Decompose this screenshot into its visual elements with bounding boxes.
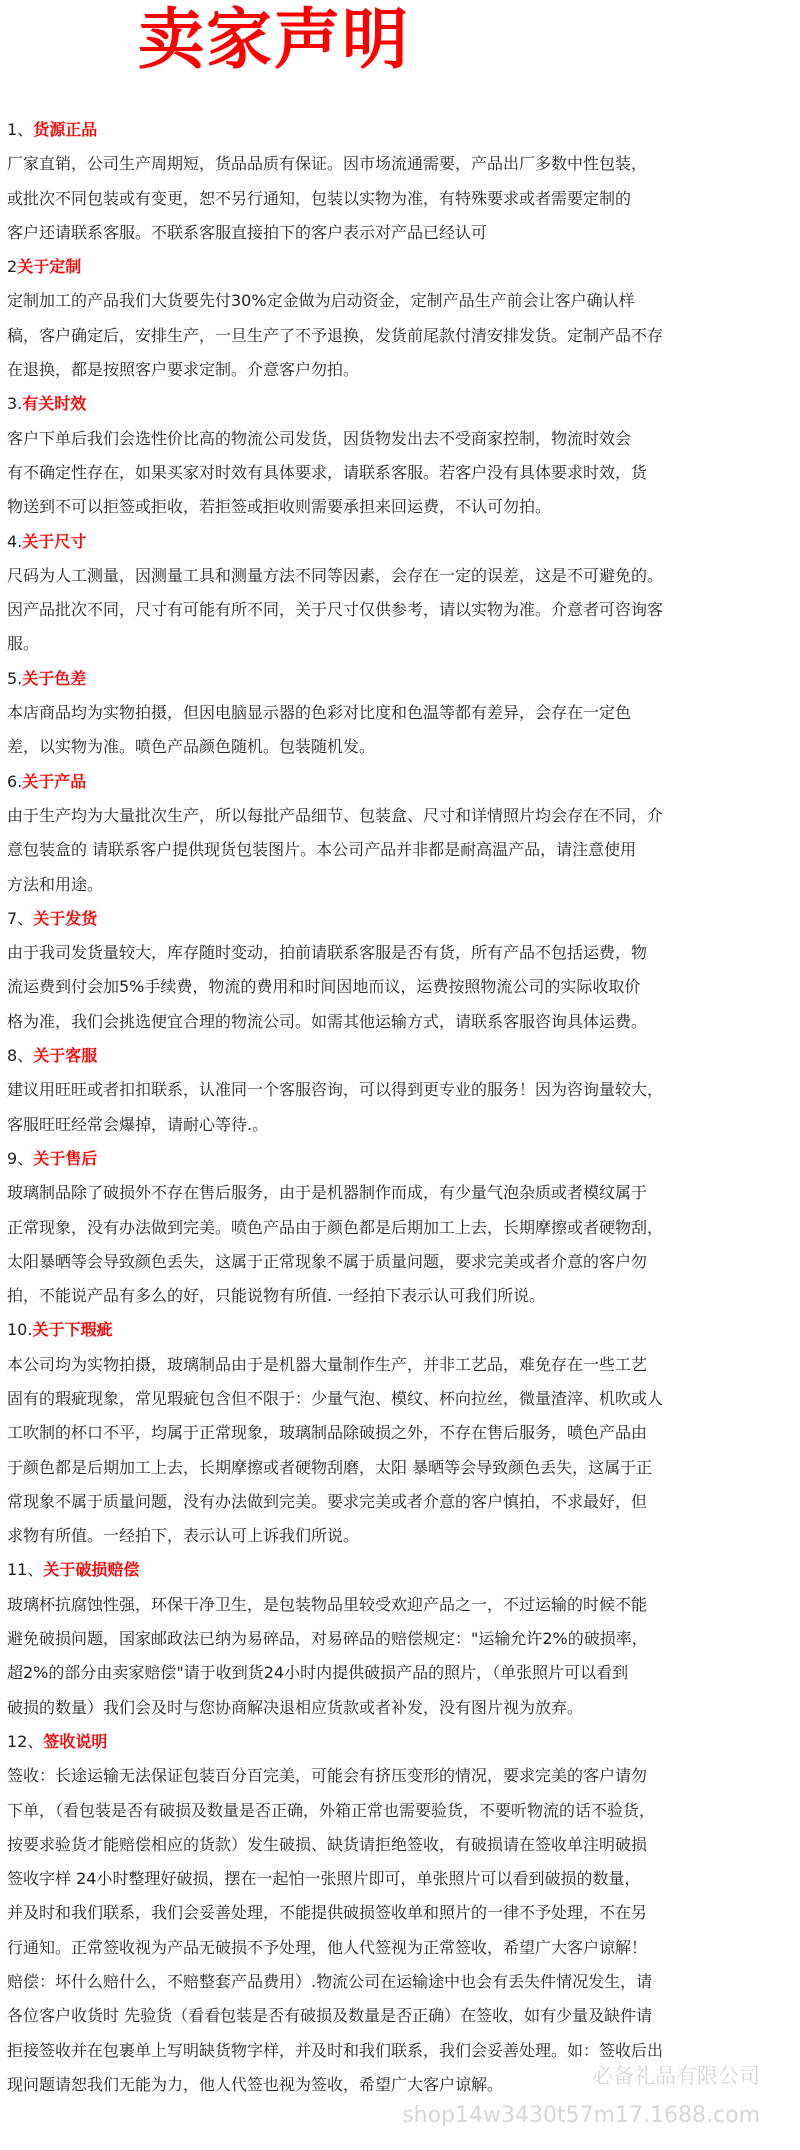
section-text-line: 方法和用途。: [7, 874, 104, 894]
section-text-line: 流运费到付会加5%手续费，物流的费用和时间因地而议，运费按照物流公司的实际收取价: [7, 977, 641, 997]
section-title: 关于产品: [22, 771, 87, 791]
section-number: 10.: [7, 1320, 33, 1340]
section-title: 货源正品: [33, 120, 98, 139]
section-title: 关于色差: [22, 668, 87, 688]
section-title: 关于发货: [33, 908, 98, 928]
section: [7, 902, 793, 1039]
section-text-line: 各位客户收货时 先验货（看看包装是否有破损及数量是否正确）在签收，如有少量及缺件请: [7, 2006, 653, 2026]
section-text-line: 由于我司发货量较大，库存随时变动，拍前请联系客服是否有货，所有产品不包括运费，物: [7, 943, 648, 963]
statement-content: [7, 113, 793, 2102]
section-text-line: 工吹制的杯口不平，均属于正常现象，玻璃制品除破损之外，不存在售后服务，喷色产品由: [7, 1423, 648, 1443]
section-text-line: 玻璃制品除了破损外不存在售后服务，由于是机器制作而成，有少量气泡杂质或者模纹属于: [7, 1183, 648, 1203]
section-text-line: 求物有所值。一经拍下，表示认可上诉我们所说。: [7, 1526, 360, 1546]
section-number: 7、: [7, 908, 34, 928]
section-number: 4.: [7, 531, 23, 551]
section-text-line: 尺码为人工测量，因测量工具和测量方法不同等因素，会存在一定的误差，这是不可避免的。: [7, 565, 664, 585]
section-heading: [7, 1725, 793, 1759]
section-heading: [7, 387, 793, 421]
section-text-line: 下单，（看包装是否有破损及数量是否正确，外箱正常也需要验货，不要听物流的话不验货，: [7, 1800, 656, 1820]
section-number: 1、: [7, 120, 34, 139]
section-heading: [7, 662, 793, 696]
section: [7, 250, 793, 387]
section-text-line: 本公司均为实物拍摄，玻璃制品由于是机器大量制作生产，并非工艺品，难免存在一些工艺: [7, 1354, 648, 1374]
section-number: 6.: [7, 771, 23, 791]
section-number: 8、: [7, 1046, 34, 1066]
section-text-line: 行通知。正常签收视为产品无破损不予处理，他人代签视为正常签收，希望广大客户谅解！: [7, 1937, 648, 1957]
section-text-line: 由于生产均为大量批次生产，所以每批产品细节、包装盒、尺寸和详情照片均会存在不同，介: [7, 805, 664, 825]
section-heading: [7, 1553, 793, 1587]
section-number: 2: [7, 257, 18, 277]
page-title: 卖家声明: [138, 1, 410, 78]
section-number: 9、: [7, 1148, 34, 1168]
section-text-line: 稿，客户确定后，安排生产，一旦生产了不予退换，发货前尾款付清安排发货。定制产品不存: [7, 325, 664, 345]
section-heading: [7, 250, 793, 284]
section: [7, 113, 793, 250]
section-text-line: 现问题请恕我们无能为力，他人代签也视为签收，希望广大客户谅解。: [7, 2074, 504, 2094]
section-title: 关于下瑕疵: [32, 1320, 113, 1340]
section-heading: [7, 1313, 793, 1347]
section-text-line: 客户下单后我们会选性价比高的物流公司发货，因货物发出去不受商家控制，物流时效会: [7, 428, 632, 448]
section-text-line: 格为准，我们会挑选便宜合理的物流公司。如需其他运输方式，请联系客服咨询具体运费。: [7, 1011, 648, 1031]
section-title: 关于定制: [17, 257, 82, 277]
section-text-line: 拍，不能说产品有多么的好，只能说物有所值. 一经拍下表示认可我们所说。: [7, 1286, 546, 1306]
section-text-line: 在退换，都是按照客户要求定制。介意客户勿拍。: [7, 360, 360, 380]
section: [7, 1313, 793, 1553]
section: [7, 1142, 793, 1313]
section: [7, 662, 793, 765]
section: [7, 1039, 793, 1142]
section-text-line: 客户还请联系客服。不联系客服直接拍下的客户表示对产品已经认可: [7, 222, 488, 242]
section-text-line: 破损的数量）我们会及时与您协商解决退相应货款或者补发，没有图片视为放弃。: [7, 1697, 584, 1717]
section-text-line: 固有的瑕疵现象，常见瑕疵包含但不限于：少量气泡、模纹、杯向拉丝，微量渣滓、机吹或人: [7, 1388, 664, 1408]
section: [7, 1553, 793, 1724]
section-text-line: 因产品批次不同，尺寸有可能有所不同，关于尺寸仅供参考，请以实物为准。介意者可咨询客: [7, 600, 664, 620]
section-heading: [7, 525, 793, 559]
section-text-line: 赔偿：坏什么赔什么，不赔整套产品费用）.物流公司在运输途中也会有丢失件情况发生，请: [7, 1972, 653, 1992]
section-text-line: 玻璃杯抗腐蚀性强，环保干净卫生，是包装物品里较受欢迎产品之一，不过运输的时候不能: [7, 1594, 648, 1614]
section: [7, 387, 793, 524]
section-heading: [7, 113, 793, 147]
section-text-line: 物送到不可以拒签或拒收，若拒签或拒收则需要承担来回运费，不认可勿拍。: [7, 497, 552, 517]
section-text-line: 建议用旺旺或者扣扣联系，认准同一个客服咨询，可以得到更专业的服务！因为咨询量较大，: [7, 1080, 664, 1100]
watermark-company: 必备礼品有限公司: [592, 2064, 760, 2088]
section-number: 5.: [7, 668, 23, 688]
section-text-line: 签收：长途运输无法保证包装百分百完美，可能会有挤压变形的情况，要求完美的客户请勿: [7, 1766, 648, 1786]
section-title: 有关时效: [22, 394, 87, 414]
section-text-line: 意包装盒的 请联系客户提供现货包装图片。本公司产品并非都是耐高温产品，请注意使用: [7, 840, 637, 860]
section-title: 签收说明: [43, 1731, 108, 1751]
section-number: 3.: [7, 394, 23, 414]
section-title: 关于售后: [33, 1148, 98, 1168]
section-text-line: 差，以实物为准。喷色产品颜色随机。包装随机发。: [7, 737, 376, 757]
section-text-line: 避免破损问题，国家邮政法已纳为易碎品，对易碎品的赔偿规定："运输允许2%的破损率，: [7, 1629, 648, 1649]
section-text-line: 于颜色都是后期加工上去，长期摩擦或者硬物刮磨，太阳 暴晒等会导致颜色丢失，这属于正: [7, 1457, 653, 1477]
section-text-line: 本店商品均为实物拍摄，但因电脑显示器的色彩对比度和色温等都有差异，会存在一定色: [7, 703, 632, 723]
section-heading: [7, 1039, 793, 1073]
section-text-line: 并及时和我们联系，我们会妥善处理，不能提供破损签收单和照片的一律不予处理，不在另: [7, 1903, 648, 1923]
section-title: 关于尺寸: [22, 531, 87, 551]
section-text-line: 或批次不同包装或有变更，恕不另行通知，包装以实物为准，有特殊要求或者需要定制的: [7, 188, 632, 208]
section-text-line: 签收字样 24小时整理好破损，摆在一起怕一张照片即可，单张照片可以看到破损的数量，: [7, 1869, 641, 1889]
section: [7, 525, 793, 662]
section: [7, 1725, 793, 2102]
section-text-line: 超2%的部分由卖家赔偿"请于收到货24小时内提供破损产品的照片，（单张照片可以看到: [7, 1663, 629, 1683]
section-text-line: 定制加工的产品我们大货要先付30%定金做为启动资金，定制产品生产前会让客户确认样: [7, 291, 635, 311]
section-text-line: 客服旺旺经常会爆掉，请耐心等待.。: [7, 1114, 269, 1134]
section-text-line: 有不确定性存在，如果买家对时效有具体要求，请联系客服。若客户没有具体要求时效，货: [7, 462, 648, 482]
section-heading: [7, 902, 793, 936]
section-text-line: 拒接签收并在包裹单上写明缺货物字样，并及时和我们联系，我们会妥善处理。如：签收后出: [7, 2040, 664, 2060]
section-text-line: 服。: [7, 634, 40, 654]
section-title: 关于破损赔偿: [43, 1560, 140, 1580]
section-text-line: 常现象不属于质量问题，没有办法做到完美。要求完美或者介意的客户慎拍，不求最好，但: [7, 1491, 648, 1511]
section-number: 11、: [7, 1560, 44, 1580]
section-heading: [7, 765, 793, 799]
section: [7, 765, 793, 902]
section-text-line: 按要求验货才能赔偿相应的货款）发生破损、缺货请拒绝签收，有破损请在签收单注明破损: [7, 1834, 648, 1854]
watermark-url: shop14w3430t57m17.1688.com: [402, 2103, 760, 2128]
section-text-line: 正常现象，没有办法做到完美。喷色产品由于颜色都是后期加工上去，长期摩擦或者硬物刮，: [7, 1217, 664, 1237]
section-text-line: 太阳暴晒等会导致颜色丢失，这属于正常现象不属于质量问题，要求完美或者介意的客户勿: [7, 1251, 648, 1271]
section-text-line: 厂家直销，公司生产周期短，货品品质有保证。因市场流通需要，产品出厂多数中性包装，: [7, 154, 648, 174]
section-heading: [7, 1142, 793, 1176]
section-number: 12、: [7, 1731, 44, 1751]
section-title: 关于客服: [33, 1046, 98, 1066]
